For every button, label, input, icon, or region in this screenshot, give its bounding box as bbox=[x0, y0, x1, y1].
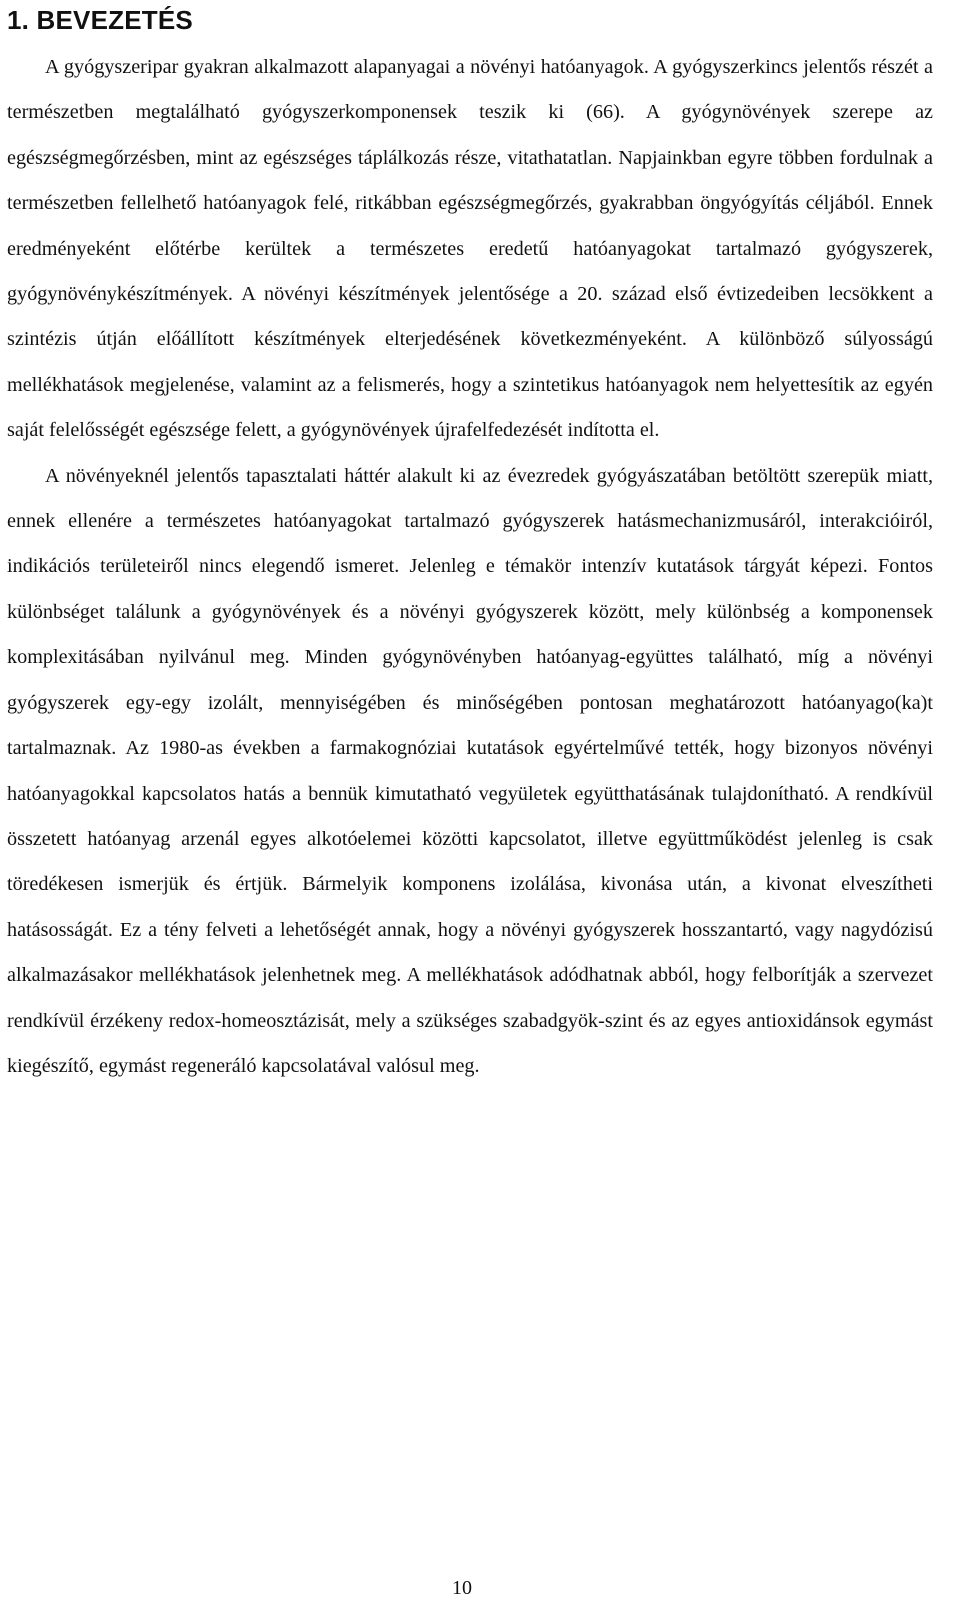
body-text bbox=[7, 45, 933, 1089]
paragraph-2: A növényeknél jelentős tapasztalati háttér alakult ki az évezredek gyógyászatában betöltött szerepük miatt, ennek ellenére a természetes hatóanyagokat tartalmazó gyógyszerek hatásmechanizmusáról, interakcióiról, indikációs területeiről nincs elegendő ismeret. Jelenleg e témakör intenzív kutatások tárgyát képezi. Fontos különbséget találunk a gyógynövények és a növényi gyógyszerek között, mely különbség a komponensek komplexitásában nyilvánul meg. Minden gyógynövényben hatóanyag-együttes található, míg a növényi gyógyszerek egy-egy izolált, mennyiségében és minőségében pontosan meghatározott hatóanyago(ka)t tartalmaznak. Az 1980-as években a farmakognóziai kutatások egyértelművé tették, hogy bizonyos növényi hatóanyagokkal kapcsolatos hatás a bennük kimutatható vegyületek együtthatásának tulajdonítható. A rendkívül összetett hatóanyag arzenál egyes alkotóelemei közötti kapcsolatot, illetve együttműködést jelenleg is csak töredékesen ismerjük és értjük. Bármelyik komponens izolálása, kivonása után, a kivonat elveszítheti hatásosságát. Ez a tény felveti a lehetőségét annak, hogy a növényi gyógyszerek hosszantartó, vagy nagydózisú alkalmazásakor mellékhatások jelenhetnek meg. A mellékhatások adódhatnak abból, hogy felborítják a szervezet rendkívül érzékeny redox-homeosztázisát, mely a szükséges szabadgyök-szint és az egyes antioxidánsok egymást kiegészítő, egymást regeneráló kapcsolatával valósul meg. bbox=[7, 464, 933, 1077]
section-heading: 1. BEVEZETÉS bbox=[7, 5, 193, 35]
page-number: 10 bbox=[452, 1577, 472, 1599]
paragraph-1: A gyógyszeripar gyakran alkalmazott alapanyagai a növényi hatóanyagok. A gyógyszerkincs jelentős részét a természetben megtalálható gyógyszerkomponensek teszik ki (66). A gyógynövények szerepe az egészségmegőrzésben, mint az egészséges táplálkozás része, vitathatatlan. Napjainkban egyre többen fordulnak a természetben fellelhető hatóanyagok felé, ritkábban egészségmegőrzés, gyakrabban öngyógyítás céljából. Ennek eredményeként előtérbe kerültek a természetes eredetű hatóanyagokat tartalmazó gyógyszerek, gyógynövénykészítmények. A növényi készítmények jelentősége a 20. század első évtizedeiben lecsökkent a szintézis útján előállított készítmények elterjedésének következményeként. A különböző súlyosságú mellékhatások megjelenése, valamint az a felismerés, hogy a szintetikus hatóanyagok nem helyettesítik az egyén saját felelősségét egészsége felett, a gyógynövények újrafelfedezését indította el. bbox=[7, 56, 933, 442]
